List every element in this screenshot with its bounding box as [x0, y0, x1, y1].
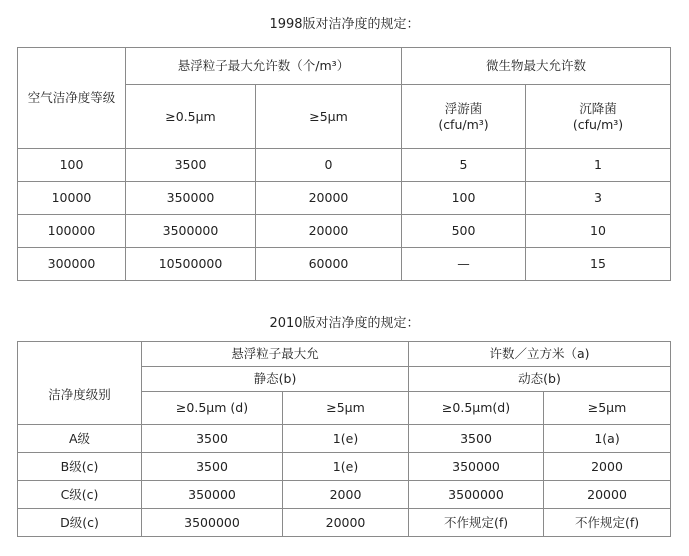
airborne-bacteria-label: 浮游菌 — [444, 100, 483, 116]
section1-title: 1998版对洁净度的规定： — [269, 17, 420, 32]
cell-airborne: 500 — [402, 215, 526, 248]
cell-static-05um: 3500 — [142, 453, 283, 481]
header-microbe-max: 微生物最大允许数 — [402, 48, 671, 85]
cell-settling: 3 — [526, 182, 671, 215]
settling-bacteria-label: 沉降菌 — [579, 100, 617, 116]
table-row — [18, 149, 671, 182]
table-row — [18, 509, 671, 537]
cell-5um: 20000 — [256, 182, 402, 215]
header-dynamic: 动态(b) — [409, 367, 671, 392]
header-cleanliness-level: 洁净度级别 — [18, 367, 142, 425]
cell-airborne: — — [402, 248, 526, 281]
cell-static-05um: 3500000 — [142, 509, 283, 537]
cell-static-5um: 1(e) — [283, 425, 409, 453]
table-row — [18, 453, 671, 481]
cell-dynamic-5um: 1(a) — [544, 425, 671, 453]
cell-static-05um: 350000 — [142, 481, 283, 509]
cell-dynamic-5um: 不作规定(f) — [544, 509, 671, 537]
table-header-row — [18, 48, 671, 85]
header-particle-max: 悬浮粒子最大允 — [142, 342, 409, 367]
cell-level: B级(c) — [18, 453, 142, 481]
header-airborne-bacteria — [402, 85, 526, 149]
cell-05um: 10500000 — [126, 248, 256, 281]
cell-level: D级(c) — [18, 509, 142, 537]
cell-dynamic-05um: 3500 — [409, 425, 544, 453]
header-dynamic-05um: ≥0.5μm(d) — [409, 392, 544, 425]
cell-dynamic-5um: 2000 — [544, 453, 671, 481]
header-static-5um: ≥5μm — [283, 392, 409, 425]
cell-5um: 60000 — [256, 248, 402, 281]
cell-static-5um: 20000 — [283, 509, 409, 537]
cleanliness-table-1998 — [17, 47, 671, 281]
header-count-per-m3: 许数／立方米（a) — [409, 342, 671, 367]
cell-level: A级 — [18, 425, 142, 453]
table-row — [18, 182, 671, 215]
cell-05um: 350000 — [126, 182, 256, 215]
header-static-05um: ≥0.5μm (d) — [142, 392, 283, 425]
cell-05um: 3500000 — [126, 215, 256, 248]
cell-05um: 3500 — [126, 149, 256, 182]
cell-static-05um: 3500 — [142, 425, 283, 453]
cell-grade: 10000 — [18, 182, 126, 215]
table-row — [18, 248, 671, 281]
settling-bacteria-unit: (cfu/m³) — [572, 116, 624, 132]
cell-5um: 0 — [256, 149, 402, 182]
cell-settling: 15 — [526, 248, 671, 281]
cell-settling: 10 — [526, 215, 671, 248]
cell-airborne: 5 — [402, 149, 526, 182]
cell-static-5um: 2000 — [283, 481, 409, 509]
cell-dynamic-05um: 不作规定(f) — [409, 509, 544, 537]
cell-grade: 100000 — [18, 215, 126, 248]
cell-dynamic-05um: 350000 — [409, 453, 544, 481]
cell-grade: 100 — [18, 149, 126, 182]
header-empty — [18, 342, 142, 367]
table-row — [18, 481, 671, 509]
table-header-row — [18, 342, 671, 367]
cleanliness-table-2010 — [17, 341, 671, 537]
header-5um: ≥5μm — [256, 85, 402, 149]
cell-settling: 1 — [526, 149, 671, 182]
header-05um: ≥0.5μm — [126, 85, 256, 149]
cell-dynamic-5um: 20000 — [544, 481, 671, 509]
cell-grade: 300000 — [18, 248, 126, 281]
section2-title: 2010版对洁净度的规定： — [269, 316, 420, 331]
airborne-bacteria-unit: (cfu/m³) — [438, 116, 489, 132]
header-cleanliness-grade: 空气洁净度等级 — [18, 48, 126, 149]
cell-level: C级(c) — [18, 481, 142, 509]
header-settling-bacteria — [526, 85, 671, 149]
header-dynamic-5um: ≥5μm — [544, 392, 671, 425]
table-row — [18, 425, 671, 453]
header-static: 静态(b) — [142, 367, 409, 392]
header-particle-max: 悬浮粒子最大允许数（个/m³） — [126, 48, 402, 85]
cell-5um: 20000 — [256, 215, 402, 248]
table-row — [18, 215, 671, 248]
cell-airborne: 100 — [402, 182, 526, 215]
table-state-row — [18, 367, 671, 392]
cell-dynamic-05um: 3500000 — [409, 481, 544, 509]
cell-static-5um: 1(e) — [283, 453, 409, 481]
